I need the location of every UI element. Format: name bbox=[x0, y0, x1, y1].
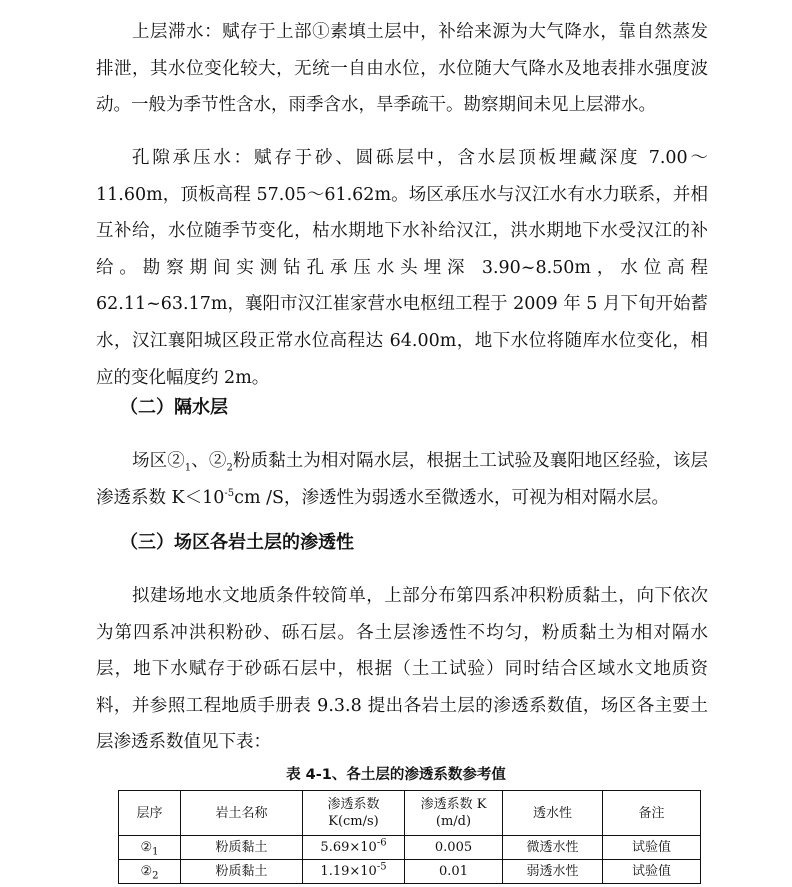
header-line: 渗透系数 bbox=[327, 797, 380, 812]
text-segment: cm /S，渗透性为弱透水至微透水，可视为相对隔水层。 bbox=[234, 487, 669, 508]
header-permeability: 透水性 bbox=[503, 791, 603, 836]
cell-soil-name: 粉质黏土 bbox=[181, 860, 303, 884]
table-row bbox=[119, 836, 701, 860]
superscript: -6 bbox=[376, 837, 387, 849]
subscript: 2 bbox=[152, 870, 159, 882]
text-segment: 粉质黏土为相对隔水层，根据土工试验及襄阳地区经验，该层渗透系数 K＜10 bbox=[96, 451, 709, 508]
table-row bbox=[119, 860, 701, 884]
cell-soil-name: 粉质黏土 bbox=[181, 836, 303, 860]
heading-permeability: （三）场区各岩土层的渗透性 bbox=[120, 532, 354, 553]
header-k-cms bbox=[303, 791, 405, 836]
cell-k-md: 0.005 bbox=[405, 836, 503, 860]
cell-k-cms bbox=[303, 860, 405, 884]
cell-k-cms bbox=[303, 836, 405, 860]
heading-aquiclude: （二）隔水层 bbox=[120, 397, 228, 418]
header-line: (m/d) bbox=[435, 814, 472, 829]
k-base: 1.19×10 bbox=[320, 864, 377, 879]
text-segment: 场区② bbox=[132, 451, 185, 471]
header-soil-name: 岩土名称 bbox=[181, 791, 303, 836]
header-k-md bbox=[405, 791, 503, 836]
layer-symbol: ② bbox=[140, 840, 153, 855]
cell-k-md: 0.01 bbox=[405, 860, 503, 884]
header-line: K(cm/s) bbox=[328, 814, 379, 829]
subscript: 1 bbox=[152, 846, 159, 858]
cell-note: 试验值 bbox=[603, 860, 701, 884]
subscript: 1 bbox=[184, 462, 192, 474]
cell-layer bbox=[119, 860, 181, 884]
table-header-row bbox=[119, 791, 701, 836]
table-caption: 表 4-1、各土层的渗透系数参考值 bbox=[286, 767, 506, 783]
header-note: 备注 bbox=[603, 791, 701, 836]
text-segment: 、② bbox=[191, 451, 227, 471]
paragraph-confined-water: 孔隙承压水：赋存于砂、圆砾层中，含水层顶板埋藏深度 7.00～11.60m，顶板高程 57.05～61.62m。场区承压水与汉江水有水力联系，并相互补给，水位随季节变化，枯水期地下水补给汉江，洪水期地下水受汉江的补给。勘察期间实测钻孔承压水头埋深 3.90~8.50m，水位高程 62.11~63.17m，襄阳市汉江崔家营水电枢纽工程于 2009 年 5 月下旬开始蓄水，汉江襄阳城区段正常水位高程达 64.00m，地下水位将随库水位变化，相应的变化幅度约 2m。 bbox=[96, 148, 708, 388]
cell-permeability: 弱透水性 bbox=[503, 860, 603, 884]
paragraph-perched-water: 上层滞水：赋存于上部①素填土层中，补给来源为大气降水，靠自然蒸发排泄，其水位变化较大，无统一自由水位，水位随大气降水及地表排水强度波动。一般为季节性含水，雨季含水，旱季疏干。勘察期间未见上层滞水。 bbox=[96, 22, 708, 116]
cell-layer bbox=[119, 836, 181, 860]
paragraph-aquiclude bbox=[96, 443, 708, 516]
superscript: -5 bbox=[224, 487, 235, 499]
k-base: 5.69×10 bbox=[320, 840, 377, 855]
header-layer: 层序 bbox=[119, 791, 181, 836]
header-line: 渗透系数 K bbox=[420, 797, 487, 812]
cell-note: 试验值 bbox=[603, 836, 701, 860]
subscript: 2 bbox=[226, 462, 233, 474]
layer-symbol: ② bbox=[140, 864, 153, 879]
superscript: -5 bbox=[376, 861, 387, 873]
paragraph-permeability: 拟建场地水文地质条件较简单，上部分布第四系冲积粉质黏土，向下依次为第四系冲洪积粉砂、砾石层。各土层渗透性不均匀，粉质黏土为相对隔水层，地下水赋存于砂砾石层中，根据（土工试验）同时结合区域水文地质资料，并参照工程地质手册表 9.3.8 提出各岩土层的渗透系数值，场区各主要土层渗透系数值见下表： bbox=[96, 586, 708, 753]
cell-permeability: 微透水性 bbox=[503, 836, 603, 860]
permeability-table bbox=[118, 790, 701, 884]
